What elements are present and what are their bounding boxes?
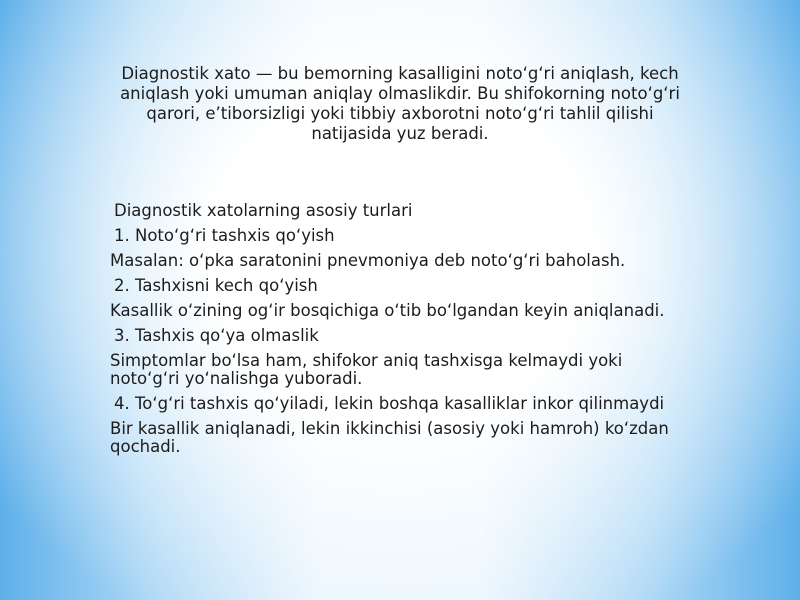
error-types-list — [110, 202, 670, 456]
item-title-1: 1. Noto‘g‘ri tashxis qo‘yish — [114, 226, 335, 245]
item-title-4: 4. To‘g‘ri tashxis qo‘yiladi, lekin boshqa kasalliklar inkor qilinmaydi — [114, 394, 665, 413]
item-text-2: Kasallik o‘zining og‘ir bosqichiga o‘tib bo‘lgandan keyin aniqlanadi. — [110, 301, 665, 320]
item-title-3: 3. Tashxis qo‘ya olmaslik — [114, 326, 319, 345]
item-title-2: 2. Tashxisni kech qo‘yish — [114, 276, 318, 295]
types-heading: Diagnostik xatolarning asosiy turlari — [114, 201, 413, 220]
intro-paragraph: Diagnostik xato — bu bemorning kasalligini noto‘g‘ri aniqlash, kech aniqlash yoki umuman aniqlay olmaslikdir. Bu shifokorning noto‘g‘ri qarori, e’tiborsizligi yoki tibbiy axborotni noto‘g‘ri tahlil qilishi natijasida yuz beradi. — [120, 64, 680, 143]
item-text-3: Simptomlar bo‘lsa ham, shifokor aniq tashxisga kelmaydi yoki noto‘g‘ri yo‘nalishga yuboradi. — [110, 351, 623, 388]
item-text-4: Bir kasallik aniqlanadi, lekin ikkinchisi (asosiy yoki hamroh) ko‘zdan qochadi. — [110, 419, 669, 456]
item-text-1: Masalan: o‘pka saratonini pnevmoniya deb noto‘g‘ri baholash. — [110, 251, 626, 270]
